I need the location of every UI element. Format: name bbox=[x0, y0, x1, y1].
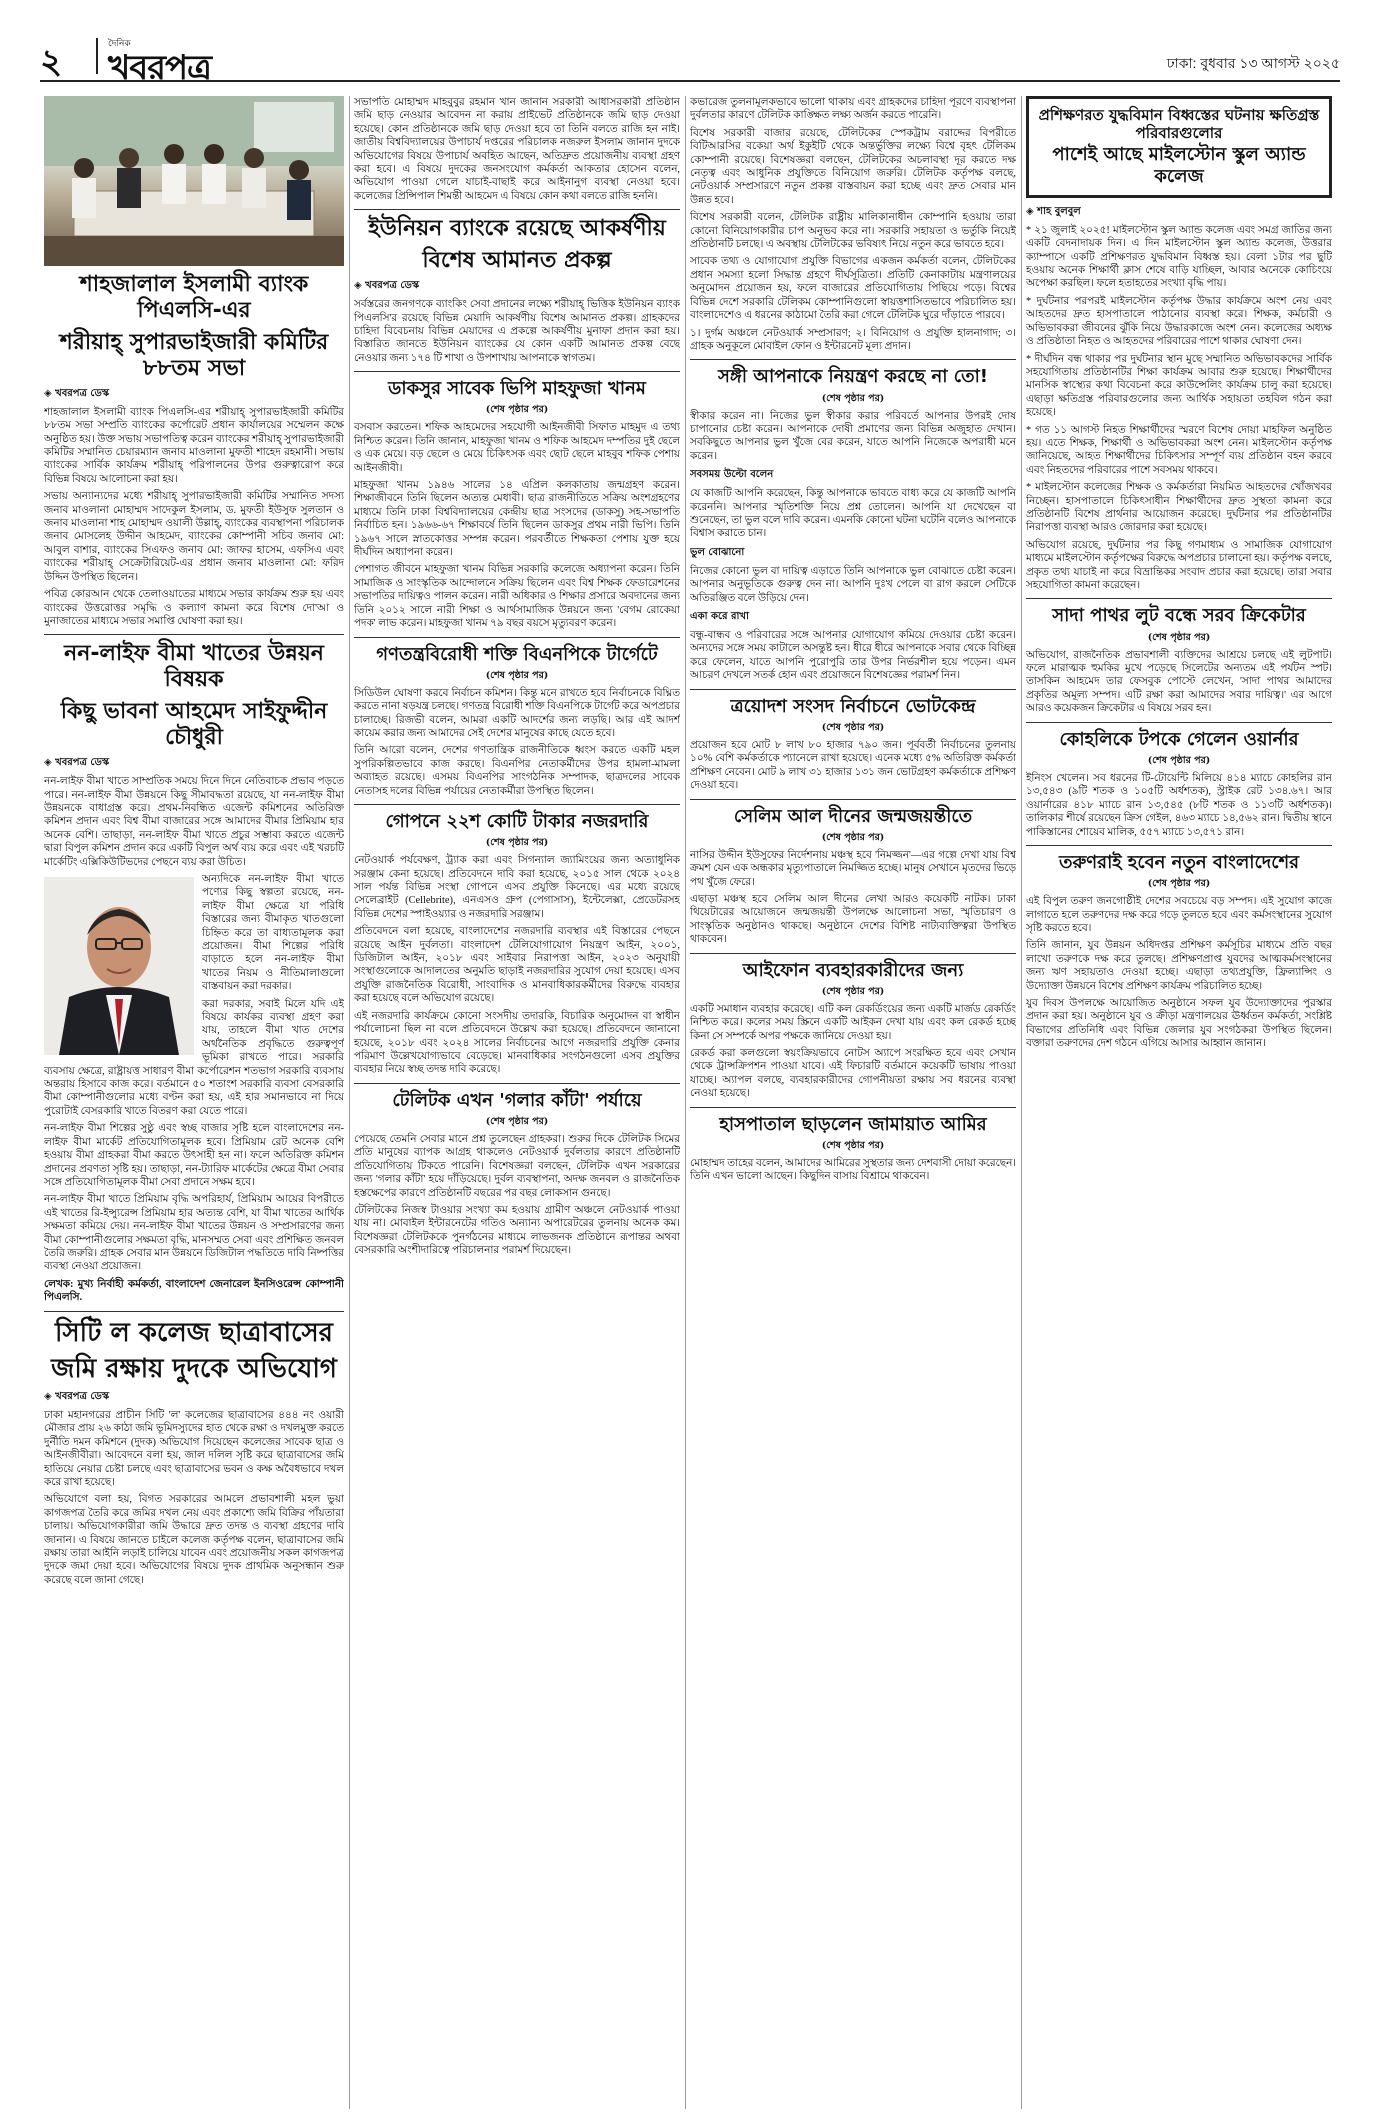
continuation-note: (শেষ পৃষ্ঠার পর) bbox=[1147, 754, 1211, 766]
article-text: বিশেষ সরকারী বলেন, টেলিটক রাষ্ট্রীয় মালিকানাধীন কোম্পানি হওয়ায় তারা কোনো বিনিয়োগকারীর চাপ অনুভব করে না। সরকারি সহায়তা ও ভর্তুকি নিয়েই প্রতিষ্ঠানটি চলছে। এ অবস্থায় টেলিটকের ভবিষ্যৎ নিয়ে নতুন করে ভাবতে হবে। bbox=[690, 212, 1016, 251]
article-text: কভারেজ তুলনামূলকভাবে ভালো থাকায় এবং গ্রাহকদের চাহিদা পূরণে ব্যবস্থাপনা দুর্বলতার কারণে টেলিটক কাঙ্ক্ষিত লক্ষ্য অর্জন করতে পারেনি। bbox=[690, 97, 1016, 122]
article-text: অভিযোগে বলা হয়, বিগত সরকারের আমলে প্রভাবশালী মহল ভুয়া কাগজপত্র তৈরি করে জমির দখল নেয় এবং প্রকাশ্যে জমি বিক্রির পাঁয়তারা চালায়। অভিযোগকারীরা জমি উদ্ধারে দ্রুত তদন্ত ও ব্যবস্থা গ্রহণের দাবি জানান। এ বিষয়ে জানতে চাইলে কলেজ কর্তৃপক্ষ বলেন, ছাত্রাবাসের জমি রক্ষায় তারা আইনি লড়াই চালিয়ে যাবেন এবং প্রয়োজনীয় সকল কাগজপত্র দুদকে জমা দেয়া হবে। অভিযোগের বিষয়ে দুদক প্রাথমিক অনুসন্ধান শুরু করেছে বলে জানা গেছে। bbox=[44, 1494, 344, 1586]
continuation-note: (শেষ পৃষ্ঠার পর) bbox=[821, 392, 885, 404]
headline: জমি রক্ষায় দুদকে অভিযোগ bbox=[51, 1354, 337, 1385]
headline: শরীয়াহ্ সুপারভাইজারী কমিটির ৮৮তম সভা bbox=[59, 329, 329, 381]
headline: কিছু ভাবনা আহমেদ সাইফুদ্দীন চৌধুরী bbox=[60, 699, 328, 751]
meeting-photo bbox=[44, 96, 344, 266]
article-text: * ২১ জুলাই ২০২৫! মাইলস্টোন স্কুল অ্যান্ড কলেজ এবং সমগ্র জাতির জন্য একটি বেদনাদায়ক দিন। এ দিন মাইলস্টোন স্কুল অ্যান্ড কলেজ, উত্তরার ক্যাম্পাসে একটি প্রশিক্ষণরত যুদ্ধবিমান বিধ্বস্ত হয়। বেলা ১টার পর ছুটি হওয়ায় অনেক শিক্ষার্থী ক্লাস শেষে বাড়ি যাচ্ছিল, আবার অনেকে কোচিংয়ে অপেক্ষা করছিল। ফলে হতাহতের সংখ্যা বৃদ্ধি পায়। bbox=[1026, 224, 1332, 290]
article-text: সভাপতি মোহাম্মদ মাহবুবুর রহমান খান জানান সরকারী আধাসরকারী প্রতিষ্ঠান জমি ছাড় নেওয়ার আবেদন না করায় প্রাইভেট প্রতিষ্ঠানকে জমি ছাড় দেওয়া হয়েছে। কোন প্রতিষ্ঠানকে জমি ছাড় দেওয়া হবে তা তিনি বলতে রাজি হন নাই। জাতীয় বিশ্ববিদ্যালয়ের উপাচার্য দপ্তরের পরিচালক নজরুল ইসলাম জানান দুদকে অভিযোগের বিষয়ে উপাচার্য অবহিত আছেন, অতিদ্রুত প্রয়োজনীয় ব্যবস্থা গ্রহণ করা হবে। এ বিষয়ে দুদকের জনসংযোগ কর্মকর্তা আকতার হোসেন বলেন, অভিযোগ পাওয়া গেলে যাচাই-বাছাই করে আইনানুগ ব্যবস্থা নেওয়া হবে। কলেজের প্রিন্সিপাল শিমন্তী আহমেদ এ বিষয়ে কোন কথা বলতে রাজি হননি। bbox=[354, 97, 680, 202]
divider bbox=[1026, 845, 1332, 846]
article-text: ইনিংস খেলেন। সব ধরনের টি-টোয়েন্টি মিলিয়ে ৪১৪ ম্যাচে কোহলির রান ১৩,৫৪৩ (৯টি শতক ও ১০৫টি অর্ধশতক), স্ট্রাইক রেট ১৩৪.৬৭। আর ওয়ার্নারের ৪১৮ ম্যাচে রান ১৩,৫৪৫ (৮টি শতক ও ১১৩টি অর্ধশতক)। তালিকার শীর্ষে রয়েছেন ক্রিস গেইল, ৪৬৩ ম্যাচে ১৪,৫৬২ রান। দ্বিতীয় স্থানে পাকিস্তানের শোয়েব মালিক, ৫৫৭ ম্যাচে ১৩,৫৭১ রান। bbox=[1026, 772, 1332, 838]
article-text: একটি সমাধান ব্যবহার করেছে। এটি কল রেকর্ডিংয়ের জন্য একটি মার্জড রেকর্ডিং নিশ্চিত করে। কলের সময় স্ক্রিনে একটি আইকন দেখা যায় এবং কল রেকর্ড হচ্ছে কিনা সে সম্পর্কে অপর পক্ষকে জানিয়ে দেওয়া হয়। bbox=[690, 1003, 1016, 1042]
article-text: বসবাস করতেন। শফিক আহমেদের সহযোগী আইনজীবী সিফাত মাহমুদ এ তথ্য নিশ্চিত করেন। তিনি জানান, মাহফুজা খানম ও শফিক আহমেদ দম্পতির দুই ছেলে ও এক মেয়ে। বড় ছেলে ও মেয়ে চিকিৎসক এবং ছোট ছেলে মাহবুব শফিক পেশায় আইনজীবী। bbox=[354, 422, 680, 474]
column-rule bbox=[1021, 96, 1022, 2109]
continuation-note: (শেষ পৃষ্ঠার পর) bbox=[821, 721, 885, 733]
headline: প্রশিক্ষণরত যুদ্ধবিমান বিধ্বস্তের ঘটনায় ক্ষতিগ্রস্ত পরিবারগুলোর bbox=[1038, 106, 1320, 142]
portrait-illustration bbox=[44, 877, 194, 1055]
column-2 bbox=[354, 96, 680, 2109]
headline: ত্রয়োদশ সংসদ নির্বাচনে ভোটকেন্দ্র bbox=[730, 695, 976, 717]
article-text: নন-লাইফ বীমা খাতে সাম্প্রতিক সময়ে দিনে দিনে নেতিবাচক প্রভাব পড়তে পারে। নন-লাইফ বীমা উন্নয়নে কিছু সীমাবদ্ধতা রয়েছে, যা নন-লাইফ বীমা উন্নয়নকে বাধাগ্রস্ত করে। প্রথম-নিবন্ধিত এজেন্ট কমিশনের অতিরিক্ত কমিশন প্রদান এবং বিশ্ব বীমা বাজারের সঙ্গে আমাদের বীমার প্রিমিয়াম হার অনেক বেশি। তাছাড়া, নন-লাইফ বীমা খাতে প্রচুর সম্ভাব্য করতে এজেন্ট দ্বারা বিপুল কমিশন প্রদান করে একটি বিপুল অর্থ ব্যয় করে এবং এই খরচটি মার্কেটিং এক্সিকিউটিভদের পেছনে ব্যয় করা উচিত। bbox=[44, 776, 344, 868]
divider bbox=[354, 637, 680, 638]
headline: হাসপাতাল ছাড়লেন জামায়াত আমির bbox=[719, 1113, 987, 1135]
column-rule bbox=[349, 96, 350, 2109]
headline: ইউনিয়ন ব্যাংকে রয়েছে আকর্ষণীয় bbox=[368, 216, 666, 242]
divider bbox=[690, 799, 1016, 800]
article-text: বিশেষ সরকারী বাজার রয়েছে, টেলিটকের স্পেকট্রাম বরাদ্দের বিপরীতে বিটিআরসির বকেয়া অর্থ ইকুইটি থেকে অন্তর্ভুক্তির লক্ষ্যে বিশ্বে বৃহৎ টেলিকম কোম্পানী রয়েছে। বিশেষজ্ঞরা বলছেন, টেলিটকের অচলাবস্থা দূর করতে দক্ষ নেতৃত্ব এবং আধুনিক প্রযুক্তিতে বিনিয়োগ জরুরি। টেলিটক কর্তৃপক্ষ বলছে, নেটওয়ার্ক সম্প্রসারণে নতুন প্রকল্প বাস্তবায়ন করা হচ্ছে এবং দ্রুত সেবার মান উন্নত হবে। bbox=[690, 127, 1016, 206]
divider bbox=[690, 689, 1016, 690]
headline: গণতন্ত্রবিরোধী শক্তি বিএনপিকে টার্গেটে bbox=[376, 643, 658, 665]
brand-logo: খবরপত্র bbox=[108, 48, 212, 88]
continuation-note: (শেষ পৃষ্ঠার পর) bbox=[821, 1139, 885, 1151]
article-text: যুব দিবস উপলক্ষে আয়োজিত অনুষ্ঠানে সফল যুব উদ্যোক্তাদের পুরস্কার প্রদান করা হয়। অনুষ্ঠানে যুব ও ক্রীড়া মন্ত্রণালয়ের ঊর্ধ্বতন কর্মকর্তা, সংশ্লিষ্ট বিভাগের প্রতিনিধি এবং বিভিন্ন জেলার যুব সংগঠকরা উপস্থিত ছিলেন। বক্তারা তরুণদের দেশ গঠনে এগিয়ে আসার আহ্বান জানান। bbox=[1026, 998, 1332, 1050]
column-rule bbox=[685, 96, 686, 2109]
feature-box bbox=[1026, 96, 1332, 198]
headline: ডাকসুর সাবেক ভিপি মাহফুজা খানম bbox=[388, 378, 646, 400]
headline: সঙ্গী আপনাকে নিয়ন্ত্রণ করছে না তো! bbox=[717, 366, 989, 388]
article-text: * দীর্ঘদিন বন্ধ থাকার পর দুর্ঘটনার স্থান মুছে সম্মানিত অভিভাবকদের সার্বিক সহযোগিতায় প্রতিষ্ঠানটির শিক্ষা কার্যক্রম আবার শুরু হয়েছে। শিক্ষার্থীদের মানসিক স্বাস্থ্যের কথা বিবেচনা করে কাউন্সেলিং কার্যক্রম চালু করা হয়েছে। এছাড়া ক্ষতিগ্রস্ত পরিবারগুলোর জন্য আর্থিক সহায়তা তহবিল গঠন করা হয়েছে। bbox=[1026, 353, 1332, 419]
article-text: সিডিউল ঘোষণা করবে নির্বাচন কমিশন। কিন্তু মনে রাখতে হবে নির্বাচনকে বিঘ্নিত করতে নানা ষড়যন্ত্র চলছে। গণতন্ত্র বিরোধী শক্তি বিএনপিকে টার্গেট করে অপপ্রচার চালাচ্ছে। রিজভী বলেন, আমরা একটি আদর্শের জন্য লড়ছি। আর এই আদর্শ কায়েম করার জন্য আমাদের সেই দেশের মানুষের কাছে যেতে হবে। bbox=[354, 687, 680, 739]
byline: ◈ খবরপত্র ডেস্ক bbox=[354, 280, 420, 292]
continuation-note: (শেষ পৃষ্ঠার পর) bbox=[821, 831, 885, 843]
masthead bbox=[40, 32, 1340, 88]
column-4 bbox=[1026, 96, 1332, 2109]
article-text: এছাড়া মঞ্চস্থ হবে সেলিম আল দীনের লেখা আরও কয়েকটি নাটক। ঢাকা থিয়েটারের আয়োজনে জন্মজয়ন্তী উপলক্ষে আলোচনা সভা, স্মৃতিচারণ ও সাংস্কৃতিক অনুষ্ঠানও থাকছে। অনুষ্ঠানে দেশের বিশিষ্ট নাট্যব্যক্তিত্বরা উপস্থিত থাকবেন। bbox=[690, 893, 1016, 946]
article-text: * দুর্ঘটনার পরপরই মাইলস্টোন কর্তৃপক্ষ উদ্ধার কার্যক্রমে অংশ নেয় এবং আহতদের দ্রুত হাসপাতালে পাঠানোর ব্যবস্থা করে। শিক্ষক, কর্মচারী ও অভিভাবকরা জীবনের ঝুঁকি নিয়ে উদ্ধারকাজে অংশ নেন। কলেজের অধ্যক্ষ ও প্রতিষ্ঠাতা নিহত ও আহতদের পরিবারের পাশে থাকার ঘোষণা দেন। bbox=[1026, 295, 1332, 348]
continuation-note: (শেষ পৃষ্ঠার পর) bbox=[1147, 631, 1211, 643]
headline: বিশেষ আমানত প্রকল্প bbox=[422, 248, 612, 274]
headline: পাশেই আছে মাইলস্টোন স্কুল অ্যান্ড কলেজ bbox=[1052, 144, 1306, 187]
article-text: মোহাম্মদ তাহের বলেন, আমাদের আমিরের সুস্থতার জন্য দেশবাসী দোয়া করেছেন। তিনি এখন ভালো আছেন। কিছুদিন বাসায় বিশ্রামে থাকবেন। bbox=[690, 1157, 1016, 1183]
article-text: টেলিটকের নিজস্ব টাওয়ার সংখ্যা কম হওয়ায় গ্রামীণ অঞ্চলে নেটওয়ার্ক পাওয়া যায় না। মোবাইল ইন্টারনেটের গতিও অন্যান্য অপারেটরের তুলনায় অনেক কম। বিশেষজ্ঞরা টেলিটককে পুনর্গঠনের মাধ্যমে লাভজনক প্রতিষ্ঠানে রূপান্তর অথবা বেসরকারি অংশীদারিত্বে পরিচালনার পরামর্শ দিয়েছেন। bbox=[354, 1205, 680, 1257]
divider bbox=[690, 1107, 1016, 1108]
article-text: এই নজরদারি কার্যক্রমে কোনো সংসদীয় তদারকি, বিচারিক অনুমোদন বা স্বাধীন পর্যালোচনা ছিল না বলে প্রতিবেদনে উল্লেখ করা হয়েছে। প্রতিবেদনে জানানো হয়েছে, ২০১৮ এবং ২০২৪ সালের নির্বাচনের আগে নজরদারি প্রযুক্তি কেনার পরিমাণ উল্লেখযোগ্যভাবে বেড়েছে। মানবাধিকার সংগঠনগুলো এসব প্রযুক্তির ব্যবহার নিয়ে স্বচ্ছ তদন্ত দাবি করেছে। bbox=[354, 1010, 680, 1076]
article-text: নিজের কোনো ভুল বা দায়িত্ব এড়াতে তিনি আপনাকে ভুল বোঝাতে চেষ্টা করেন। আপনার অনুভূতিকে গুরুত্ব দেন না। আপনি দুঃখ পেলে বা রাগ করলে সেটিকে অতিরঞ্জিত বলে উড়িয়ে দেন। bbox=[690, 565, 1016, 604]
masthead-divider bbox=[96, 38, 98, 74]
article-text: করা দরকার, সবাই মিলে যদি এই বিষয়ে কার্যকর ব্যবস্থা গ্রহণ করা যায়, তাহলে বীমা খাত দেশের অর্থনৈতিক প্রবৃদ্ধিতে গুরুত্বপূর্ণ ভূমিকা রাখতে পারে। সরকারি ব্যবসায় ক্ষেত্রে, রাষ্ট্রায়ত্ত সাধারণ বীমা কর্পোরেশন শতভাগ সরকারি ব্যবসায় অন্তরায় হিসাবে কাজ করে। বর্তমানে ৫০ শতাংশ সরকারি ব্যবসা বেসরকারি বীমা কোম্পানীগুলোর মধ্যে বণ্টন করা হয়, এই হার সমানভাবে না দিয়ে পুরোটাই বেসরকারি খাতে বিতরণ করা যেতে পারে। bbox=[44, 998, 344, 1117]
article-text: নন-লাইফ বীমা খাতে প্রিমিয়াম বৃদ্ধি অপরিহার্য, প্রিমিয়াম আয়ের বিপরীতে এই খাতের রি-ইন্স্যুরেন্স প্রিমিয়াম হার অত্যন্ত বেশি, যা বীমা খাতের আর্থিক সক্ষমতা কমিয়ে দেয়। নন-লাইফ বীমা খাতের উন্নয়ন ও সম্প্রসারণের জন্য বীমা কোম্পানীগুলোর সক্ষমতা বৃদ্ধি, মানসম্মত সেবা এবং প্রশিক্ষিত জনবল তৈরি জরুরি। গ্রাহক সেবার মান উন্নয়নে ডিজিটাল পদ্ধতিতে দাবি নিষ্পত্তির ব্যবস্থা নেওয়া প্রয়োজন। bbox=[44, 1194, 344, 1273]
author-portrait bbox=[44, 877, 194, 1055]
article-text: শাহজালাল ইসলামী ব্যাংক পিএলসি-এর শরীয়াহ্ সুপারভাইজারী কমিটির ৮৮তম সভা সম্প্রতি ব্যাংকের কর্পোরেট প্রধান কার্যালয়ের সম্মেলন কক্ষে অনুষ্ঠিত হয়। উক্ত সভায় সভাপতিত্ব করেন ব্যাংকের শরীয়াহ্ সুপারভাইজারী কমিটির সম্মানিত চেয়ারম্যান জনাব মাওলানা মুফতী শাহেদ রহমানী। সভায় ব্যাংকের সার্বিক কার্যক্রম শরীয়াহ্ পরিপালনের উপর গুরুত্বারোপ করে বিভিন্ন বিষয়ে আলোচনা করা হয়। bbox=[44, 406, 344, 485]
dateline: ঢাকা: বুধবার ১৩ আগস্ট ২০২৫ bbox=[1166, 55, 1340, 71]
article-text: পবিত্র কোরআন থেকে তেলাওয়াতের মাধ্যমে সভার কার্যক্রম শুরু হয় এবং ব্যাংকের উত্তরোত্তর সমৃদ্ধি ও কল্যাণ কামনা করে বিশেষ দো'আ ও মুনাজাতের মাধ্যমে সভার সমাপ্তি ঘোষণা করা হয়। bbox=[44, 589, 344, 627]
divider bbox=[354, 1083, 680, 1084]
headline: টেলিটক এখন 'গলার কাঁটা' পর্যায়ে bbox=[392, 1089, 642, 1111]
article-text: সভায় অন্যান্যদের মধ্যে শরীয়াহ্ সুপারভাইজারী কমিটির সম্মানিত সদস্য জনাব মাওলানা মোহাম্মদ সাদেকুল ইসলাম, ড. মুফতী ইউসুফ সুলতান ও জনাব মাওলানা শাহ মোহাম্মদ ওয়ালী উল্লাহ্, ব্যাংকের ব্যবস্থাপনা পরিচালক জনাব মোসলেহ উদ্দীন আহমেদ, ব্যাংকের কোম্পানী সচিব জনাব মো: আবুল বাশার, ব্যাংকের সিএফও জনাব মো: জাফর হাসেম, এফসিএ এবং ব্যাংকের শরীয়াহ্ সেক্রেটারিয়েট-এর প্রধান জনাব মাওলানা মো: ফরিদ উদ্দিন উপস্থিত ছিলেন। bbox=[44, 491, 344, 583]
byline: ◈ খবরপত্র ডেস্ক bbox=[44, 757, 110, 769]
continuation-note: (শেষ পৃষ্ঠার পর) bbox=[485, 1115, 549, 1127]
article-text: নন-লাইফ বীমা শিল্পের সুষ্ঠু এবং স্বচ্ছ বাজার সৃষ্টি হলে বাংলাদেশের নন-লাইফ বীমা মার্কেট প্রতিযোগিতামূলক হবে। প্রিমিয়াম রেট অনেক বেশি হওয়ায় বীমা গ্রাহকরা বীমা করতে উৎসাহী হন না। ফলে অতিরিক্ত কমিশন প্রদানের প্রবণতা সৃষ্টি হয়। তাছাড়া, নন-ট্যারিফ মার্কেটের ক্ষেত্রে বীমা সেবার সঙ্গে প্রতিযোগিতামূলক বীমা সেবা প্রদানে সক্ষম হবে। bbox=[44, 1123, 344, 1188]
article-text: নেটওয়ার্ক পর্যবেক্ষণ, ট্র্যাক করা এবং সিগন্যাল জ্যামিংয়ের জন্য অত্যাধুনিক সরঞ্জাম কেনা হয়েছে। প্রতিবেদনে দাবি করা হয়েছে, ২০১৫ সাল থেকে ২০২৪ সাল পর্যন্ত বিভিন্ন সংস্থা গোপনে এসব প্রযুক্তি কিনেছে। এর মধ্যে রয়েছে সেলেব্রাইট (Cellebrite), এনএসও গ্রুপ (পেগাসাস), ইন্টেলেক্সা, প্রেডেটরসহ বিভিন্ন দেশের স্পাইওয়্যার ও নজরদারি সরঞ্জাম। bbox=[354, 855, 680, 920]
article-text: * গত ১১ আগস্ট নিহত শিক্ষার্থীদের স্মরণে বিশেষ দোয়া মাহফিল অনুষ্ঠিত হয়। এতে শিক্ষক, শিক্ষার্থী ও অভিভাবকরা অংশ নেন। মাইলস্টোন কর্তৃপক্ষ জানিয়েছে, আহত শিক্ষার্থীদের চিকিৎসার সম্পূর্ণ ব্যয় প্রতিষ্ঠান বহন করবে এবং নিহতদের পরিবারের পাশে সবসময় থাকবে। bbox=[1026, 424, 1332, 476]
article-text: যে কাজটি আপনি করেছেন, কিন্তু আপনাকে ভাবতে বাধ্য করে যে কাজটি আপনি করেননি। আপনার স্মৃতিশক্তি নিয়ে প্রশ্ন তোলেন। আপনি যা দেখেছেন বা শুনেছেন, তা ভুল বলে দাবি করেন। এমনকি কোনো ঘটনা ঘটেনি বলেও আপনাকে বিশ্বাস করাতে চান। bbox=[690, 488, 1016, 540]
divider bbox=[1026, 598, 1332, 599]
headline: আইফোন ব্যবহারকারীদের জন্য bbox=[742, 959, 964, 981]
headline: সেলিম আল দীনের জন্মজয়ন্তীতে bbox=[733, 805, 973, 827]
divider bbox=[354, 371, 680, 372]
headline: কোহলিকে টপকে গেলেন ওয়ার্নার bbox=[1059, 728, 1299, 750]
headline: নন-লাইফ বীমা খাতের উন্নয়ন বিষয়ক bbox=[64, 641, 324, 693]
article-text: ১। দুর্গম অঞ্চলে নেটওয়ার্ক সম্প্রসারণ; ২। বিনিয়োগ ও প্রযুক্তি হালনাগাদ; ৩। গ্রাহক অনুকূলে মোবাইল ফোন ও ইন্টারনেট মূল্য প্রদান। bbox=[690, 327, 1016, 352]
article-text: * মাইলস্টোন কলেজের শিক্ষক ও কর্মকর্তারা নিয়মিত আহতদের খোঁজখবর নিচ্ছেন। হাসপাতালে চিকিৎসাধীন শিক্ষার্থীদের দ্রুত সুস্থতা কামনা করে প্রতিষ্ঠানটি বিশেষ প্রার্থনার আয়োজন করেছে। দুর্ঘটনার পর প্রতিষ্ঠানটির নিরাপত্তা ব্যবস্থা আরও জোরদার করা হয়েছে। bbox=[1026, 482, 1332, 534]
divider bbox=[1026, 722, 1332, 723]
subheading: ভুল বোঝানো bbox=[690, 546, 745, 558]
divider bbox=[354, 804, 680, 805]
continuation-note: (শেষ পৃষ্ঠার পর) bbox=[821, 985, 885, 997]
headline: গোপনে ২২শ কোটি টাকার নজরদারি bbox=[385, 811, 649, 832]
divider bbox=[44, 634, 344, 635]
continuation-note: (শেষ পৃষ্ঠার পর) bbox=[485, 669, 549, 681]
divider bbox=[354, 209, 680, 210]
page-number: ২ bbox=[40, 42, 63, 82]
article-text: অন্যদিকে নন-লাইফ বীমা খাতে পণ্যের কিছু স্বল্পতা রয়েছে, নন-লাইফ বীমা ক্ষেত্রে যা পরিধি বিস্তারের জন্য বীমাকৃত খাতগুলো চিহ্নিত করে তা বাধ্যতামূলক করা প্রয়োজন। বীমা শিল্পের পরিধি বাড়াতে হলে নন-লাইফ বীমা খাতের নিয়ম ও নীতিমালাগুলো বাস্তবায়ন করা দরকার। bbox=[202, 873, 344, 993]
article-text: বন্ধু-বান্ধব ও পরিবারের সঙ্গে আপনার যোগাযোগ কমিয়ে দেওয়ার চেষ্টা করেন। অন্যদের সঙ্গে সময় কাটালে অসন্তুষ্ট হন। ধীরে ধীরে আপনাকে সবার থেকে বিচ্ছিন্ন করে ফেলেন, যাতে আপনি পুরোপুরি তার উপর নির্ভরশীল হয়ে পড়েন। এমন আচরণ দেখলে সতর্ক হোন এবং প্রয়োজনে বিশেষজ্ঞের পরামর্শ নিন। bbox=[690, 630, 1016, 682]
headline: শাহজালাল ইসলামী ব্যাংক পিএলসি-এর bbox=[79, 272, 309, 323]
meeting-photo-illustration bbox=[44, 96, 344, 266]
byline: ◈ খবরপত্র ডেস্ক bbox=[44, 387, 110, 399]
article-text: সর্বস্তরের জনগণকে ব্যাংকিং সেবা প্রদানের লক্ষ্যে শরীয়াহ্ ভিত্তিক ইউনিয়ন ব্যাংক পিএলসি'র রয়েছে বিভিন্ন মেয়াদি আকর্ষণীয় বিশেষ আমানত প্রকল্প। গ্রাহকদের চাহিদা বিবেচনায় বিভিন্ন মেয়াদের এ প্রকল্পে আকর্ষণীয় মুনাফা প্রদান করা হয়। বিস্তারিত জানতে ইউনিয়ন ব্যাংকের যে কোন একটি আমানত প্রকল্প বেছে নেওয়ার জন্য ১৭৪ টি শাখা ও উপশাখায় আপনাকে স্বাগতম। bbox=[354, 299, 680, 364]
article-text: তিনি জানান, যুব উন্নয়ন অধিদপ্তর প্রশিক্ষণ কর্মসূচির মাধ্যমে প্রতি বছর লাখো তরুণকে দক্ষ করে তুলছে। প্রশিক্ষণপ্রাপ্ত যুবদের আত্মকর্মসংস্থানের জন্য ঋণ সহায়তাও দেওয়া হচ্ছে। এছাড়া তথ্যপ্রযুক্তি, ফ্রিল্যান্সিং ও উদ্যোক্তা উন্নয়নে বিশেষ প্রশিক্ষণ কার্যক্রম পরিচালিত হচ্ছে। bbox=[1026, 940, 1332, 992]
article-text: নাসির উদ্দীন ইউসুফের নির্দেশনায় মঞ্চস্থ হবে 'নিমজ্জন'—এর গল্পে দেখা যায় বিশ্ব ক্রমশ যেন এক অন্ধকার মৃত্যুপাতালে নিমজ্জিত হচ্ছে। মানুষ সেখানে মৃতদের ভিড়ে পথ খুঁজে ফেরে। bbox=[690, 849, 1016, 888]
article-text: রেকর্ড করা কলগুলো স্বয়ংক্রিয়ভাবে নোটস অ্যাপে সংরক্ষিত হবে এবং সেখান থেকে ট্রান্সক্রিপশন পাওয়া যাবে। এই ফিচারটি বর্তমানে কয়েকটি ভাষায় পাওয়া যাচ্ছে। অ্যাপল বলছে, ব্যবহারকারীদের গোপনীয়তা রক্ষায় সব ধরনের ব্যবস্থা নেওয়া হয়েছে। bbox=[690, 1048, 1016, 1100]
subheading: সবসময় উল্টো বলেন bbox=[690, 469, 774, 481]
subheading: একা করে রাখা bbox=[690, 611, 749, 623]
article-text: অভিযোগ রয়েছে, দুর্ঘটনার পর কিছু গণমাধ্যম ও সামাজিক যোগাযোগ মাধ্যমে মাইলস্টোন কর্তৃপক্ষের বিরুদ্ধে অপপ্রচার চালানো হয়। কর্তৃপক্ষ বলছে, প্রকৃত তথ্য যাচাই না করে বিভ্রান্তিকর সংবাদ প্রচার করা হয়েছে। তারা সবার সহযোগিতা কামনা করেছেন। bbox=[1026, 539, 1332, 591]
article-text: এই বিপুল তরুণ জনগোষ্ঠীই দেশের সবচেয়ে বড় সম্পদ। এই সুযোগ কাজে লাগাতে হলে তরুণদের দক্ষ করে গড়ে তুলতে হবে এবং কর্মসংস্থানের সুযোগ সৃষ্টি করতে হবে। bbox=[1026, 896, 1332, 934]
divider bbox=[44, 1311, 344, 1312]
headline: সিটি ল কলেজ ছাত্রাবাসের bbox=[55, 1317, 333, 1348]
article-text: প্রয়োজন হবে মোট ৮ লাখ ৮০ হাজার ৭৯০ জন। পূর্ববর্তী নির্বাচনের তুলনায় ১০% বেশি কর্মকর্তাকে প্যানেলে রাখা হয়েছে। এনেক মধ্যে ৫% অতিরিক্ত কর্মকর্তা প্রশিক্ষণ নেবেন। মোট ৯ লাখ ৩১ হাজার ১৩১ জন ভোটগ্রহণ কর্মকর্তাকে প্রশিক্ষণ দেওয়া হবে। bbox=[690, 739, 1016, 792]
headline: তরুণরাই হবেন নতুন বাংলাদেশের bbox=[1058, 851, 1300, 873]
column-1 bbox=[44, 96, 344, 2109]
byline: ◈ শাহ বুলবুল bbox=[1026, 205, 1081, 217]
headline: সাদা পাথর লুট বন্ধে সরব ক্রিকেটার bbox=[1052, 605, 1306, 627]
article-text: তিনি আরো বলেন, দেশের গণতান্ত্রিক রাজনীতিকে ধ্বংস করতে একটি মহল সুপরিকল্পিতভাবে কাজ করছে। বিএনপির নেতাকর্মীদের উপর হামলা-মামলা অব্যাহত রয়েছে। এসময় বিএনপির সাংগঠনিক সম্পাদক, ছাত্রদলের সাবেক নেতাসহ দলের বিভিন্ন পর্যায়ের নেতাকর্মীরা উপস্থিত ছিলেন। bbox=[354, 745, 680, 797]
author-note: লেখক: মুখ্য নির্বাহী কর্মকর্তা, বাংলাদেশ জেনারেল ইনসিওরেন্স কোম্পানী পিএলসি. bbox=[44, 1278, 344, 1304]
article-text: পেশাগত জীবনে মাহফুজা খানম বিভিন্ন সরকারি কলেজে অধ্যাপনা করেন। তিনি সামাজিক ও সাংস্কৃতিক আন্দোলনে সক্রিয় ছিলেন এবং বিশ্ব শিক্ষক ফেডারেশনের সভাপতির দায়িত্বও পালন করেন। নারী অধিকার ও শিক্ষার প্রসারে অবদানের জন্য তিনি ২০১২ সালে নারী শিক্ষা ও আর্থসামাজিক উন্নয়নে জন্য 'বেগম রোকেয়া পদক' লাভ করেন। মাহফুজা খানম ৭৯ বছর বয়সে মৃত্যুবরণ করেন। bbox=[354, 564, 680, 630]
divider bbox=[690, 953, 1016, 954]
continuation-note: (শেষ পৃষ্ঠার পর) bbox=[1147, 878, 1211, 890]
article-text: সাবেক তথ্য ও যোগাযোগ প্রযুক্তি বিভাগের একজন কর্মকর্তা বলেন, টেলিটকের প্রধান সমস্যা হলো সিদ্ধান্ত গ্রহণে দীর্ঘসূত্রিতা। প্রতিটি কেনাকাটায় মন্ত্রণালয়ের অনুমোদন প্রয়োজন হয়, ফলে বাজারের প্রতিযোগিতায় পিছিয়ে পড়ে। বিশ্বের বিভিন্ন দেশে সরকারি টেলিকম কোম্পানিগুলো স্বায়ত্তশাসিতভাবে পরিচালিত হয়। বাংলাদেশেও এ ধরনের কাঠামো তৈরি করা গেলে টেলিটক ঘুরে দাঁড়াতে পারবে। bbox=[690, 256, 1016, 322]
article-text: পেয়েছে তেমনি সেবার মানে প্রশ্ন তুলেছেন গ্রাহকরা। শুরুর দিকে টেলিটক সিমের প্রতি মানুষের ব্যাপক আগ্রহ থাকলেও নেটওয়ার্ক দুর্বলতার কারণে প্রতিষ্ঠানটি প্রতিযোগিতায় টিকতে পারেনি। বিশেষজ্ঞরা বলছেন, টেলিটক এখন সরকারের জন্য 'গলার কাঁটা' হয়ে দাঁড়িয়েছে। দুর্বল ব্যবস্থাপনা, অদক্ষ জনবল ও রাজনৈতিক হস্তক্ষেপের কারণে প্রতিষ্ঠানটি বছরের পর বছর লোকসান গুনছে। bbox=[354, 1133, 680, 1199]
article-text: মাহফুজা খানম ১৯৪৬ সালের ১৪ এপ্রিল কলকাতায় জন্মগ্রহণ করেন। শিক্ষাজীবনে তিনি ছিলেন অত্যন্ত মেধাবী। ছাত্র রাজনীতিতে সক্রিয় অংশগ্রহণের মাধ্যমে তিনি ঢাকা বিশ্ববিদ্যালয়ের কেন্দ্রীয় ছাত্র সংসদের (ডাকসু) সহ-সভাপতি নির্বাচিত হন। ১৯৬৬-৬৭ শিক্ষাবর্ষে তিনি ছিলেন ডাকসুর প্রথম নারী ভিপি। তিনি ১৯৬৭ সালে স্নাতকোত্তর সম্পন্ন করেন। পরবর্তীতে শিক্ষকতা পেশায় যুক্ত হয়ে দীর্ঘদিন অধ্যাপনা করেন। bbox=[354, 480, 680, 559]
article-text: ঢাকা মহানগরের প্রাচীন সিটি 'ল' কলেজের ছাত্রাবাসের ৪৪৪ নং ওয়ারী মৌজার প্রায় ২৬ কাঠা জমি ভূমিদস্যুদের হাত থেকে রক্ষা ও দখলমুক্ত করতে দুর্নীতি দমন কমিশনে (দুদক) অভিযোগ দিয়েছেন কলেজের সাবেক ছাত্র ও আইনজীবীরা। আবেদনে বলা হয়, জাল দলিল সৃষ্টি করে ছাত্রাবাসের জমি হাতিয়ে নেয়ার চেষ্টা চলছে এবং ছাত্রাবাসের ভবন ও কক্ষ অবৈধভাবে দখল করে রাখা হয়েছে। bbox=[44, 1409, 344, 1488]
brand-prefix: দৈনিক bbox=[108, 39, 131, 49]
byline: ◈ খবরপত্র ডেস্ক bbox=[44, 1390, 110, 1402]
continuation-note: (শেষ পৃষ্ঠার পর) bbox=[485, 837, 549, 849]
divider bbox=[690, 359, 1016, 360]
column-3 bbox=[690, 96, 1016, 2109]
article-text: অভিযোগ, রাজনৈতিক প্রভাবশালী ব্যক্তিদের আশ্রয়ে চলছে এই লুটপাট। ফলে মারাত্মক হুমকির মুখে পড়েছে সিলেটের অন্যতম এই পর্যটন স্পট। তাসকিন আহমেদ তার ফেসবুক পোস্টে লেখেন, 'সাদা পাথর আমাদের প্রকৃতির অমূল্য সম্পদ। এটি রক্ষা করা আমাদের সবার দায়িত্ব।' এর আগে আরও কয়েকজন ক্রিকেটার এ বিষয়ে সরব হন। bbox=[1026, 649, 1332, 715]
article-text: প্রতিবেদনে বলা হয়েছে, বাংলাদেশের নজরদারি ব্যবস্থার এই বিস্তারের পেছনে রয়েছে আইন দুর্বলতা। বাংলাদেশ টেলিযোগাযোগ নিয়ন্ত্রণ আইন, ২০০১, ডিজিটাল আইন, ২০১৮ এবং সাইবার নিরাপত্তা আইন, ২০২৩ অনুযায়ী সংস্থাগুলোকে আদালতের অনুমতি ছাড়াই নজরদারির সুযোগ দেয়া হয়েছে। এসব প্রযুক্তি রাজনৈতিক বিরোধী, সাংবাদিক ও মানবাধিকারকর্মীদের বিরুদ্ধে ব্যবহার করা হয়েছে বলে অভিযোগ রয়েছে। bbox=[354, 926, 680, 1005]
article-text: স্বীকার করেন না। নিজের ভুল স্বীকার করার পরিবর্তে আপনার উপরই দোষ চাপানোর চেষ্টা করেন। আপনাকে দোষী প্রমাণের জন্য বিভিন্ন অজুহাত দেখান। সবকিছুতে আপনার ভুল খুঁজে বের করেন, যাতে আপনি নিজেকে অপরাধী মনে করেন। bbox=[690, 410, 1016, 462]
continuation-note: (শেষ পৃষ্ঠার পর) bbox=[485, 404, 549, 416]
